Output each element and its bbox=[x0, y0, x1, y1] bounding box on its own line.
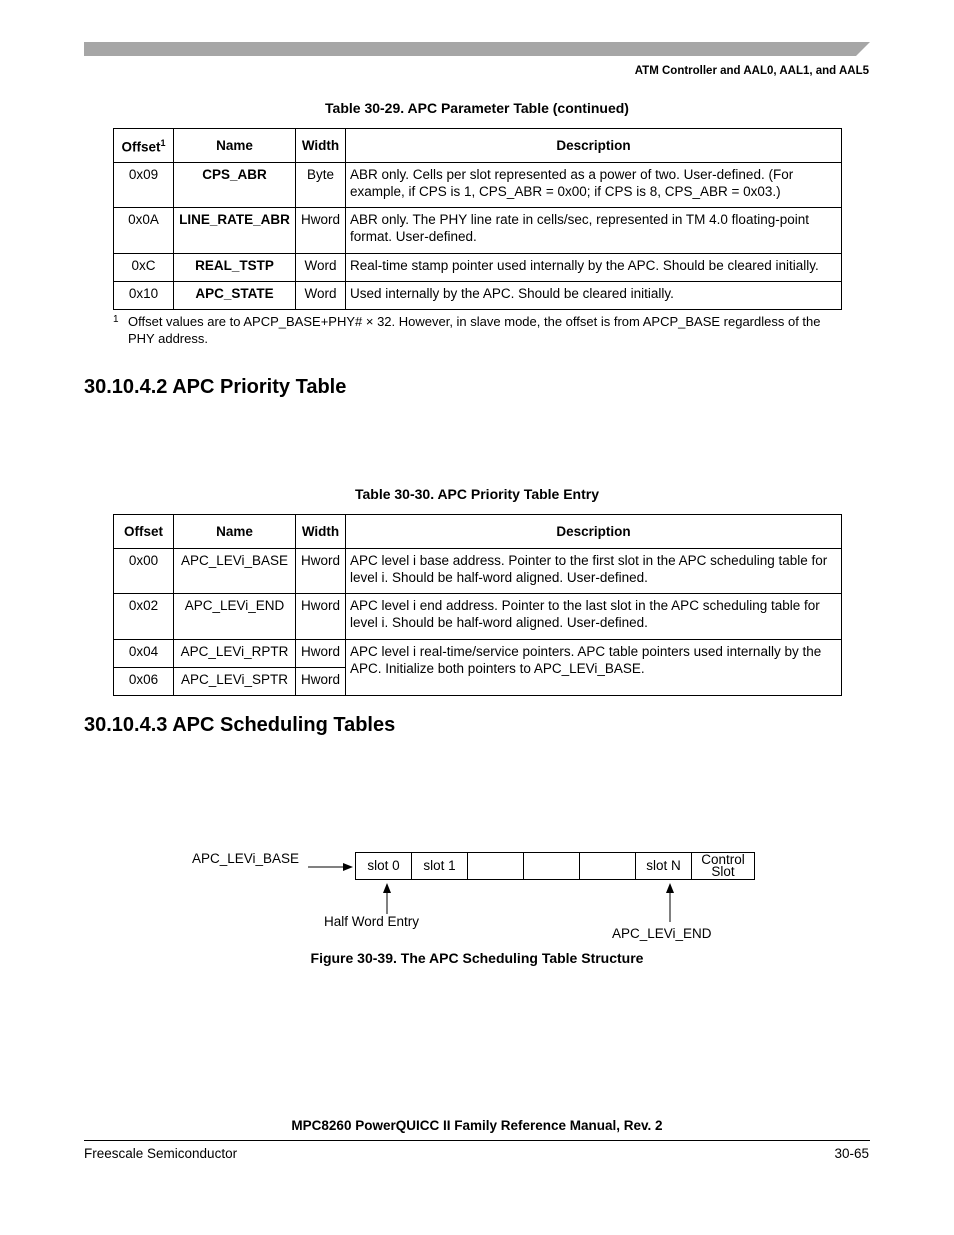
name-cell: APC_STATE bbox=[174, 282, 296, 310]
footnote-text: Offset values are to APCP_BASE+PHY# × 32. However, in slave mode, the offset is from APCP_BASE regardless of the PHY address. bbox=[128, 314, 821, 346]
table-header-row bbox=[114, 129, 842, 163]
section-heading: 30.10.4.2 APC Priority Table bbox=[84, 376, 347, 398]
slot-cell bbox=[523, 852, 580, 880]
control-slot-label: Control bbox=[701, 852, 745, 867]
apc-priority-table bbox=[113, 514, 842, 696]
column-header-offset: Offset$^1$ bbox=[114, 129, 174, 163]
table-row bbox=[114, 282, 842, 310]
offset-cell: 0x06 bbox=[114, 668, 174, 696]
slot-cell bbox=[579, 852, 636, 880]
offset-cell: 0x10 bbox=[114, 282, 174, 310]
table-row bbox=[114, 254, 842, 282]
offset-cell: 0x0A bbox=[114, 208, 174, 254]
column-header-width: Width bbox=[296, 515, 346, 549]
header-bar bbox=[84, 42, 870, 56]
end-label: APC_LEVi_END bbox=[612, 926, 712, 941]
column-header-name: Name bbox=[174, 515, 296, 549]
footer-publisher: Freescale Semiconductor bbox=[84, 1146, 238, 1161]
width-cell: Word bbox=[296, 282, 346, 310]
footnote-mark: 1 bbox=[113, 314, 119, 325]
name-cell: APC_LEVi_SPTR bbox=[174, 668, 296, 696]
column-header-description: Description bbox=[346, 515, 842, 549]
chapter-title: ATM Controller and AAL0, AAL1, and AAL5 bbox=[634, 65, 869, 77]
width-cell: Hword bbox=[296, 594, 346, 640]
half-word-label: Half Word Entry bbox=[324, 914, 420, 929]
table-caption: Table 30-30. APC Priority Table Entry bbox=[354, 486, 600, 502]
table-header-row bbox=[114, 515, 842, 549]
width-cell: Hword bbox=[296, 668, 346, 696]
name-cell: CPS_ABR bbox=[174, 163, 296, 208]
width-cell: Hword bbox=[296, 640, 346, 668]
slot-cell bbox=[467, 852, 524, 880]
table-caption: Table 30-29. APC Parameter Table (continued) bbox=[325, 100, 629, 116]
slot-cell: slot 0 bbox=[355, 852, 412, 880]
name-cell: APC_LEVi_BASE bbox=[174, 549, 296, 594]
column-header-width: Width bbox=[296, 129, 346, 163]
description-cell: ABR only. Cells per slot represented as a power of two. User-defined. (For example, if CPS is 1, CPS_ABR = 0x00; if CPS is 8, CPS_ABR = 0x03.) bbox=[346, 163, 842, 208]
footer-divider bbox=[84, 1140, 870, 1141]
apc-parameter-table bbox=[113, 128, 842, 310]
section-heading: 30.10.4.3 APC Scheduling Tables bbox=[84, 714, 396, 736]
name-cell: LINE_RATE_ABR bbox=[174, 208, 296, 254]
table-row bbox=[114, 208, 842, 254]
table-row bbox=[114, 549, 842, 594]
offset-cell: 0x09 bbox=[114, 163, 174, 208]
slot-cell: slot 1 bbox=[411, 852, 468, 880]
table-row bbox=[114, 594, 842, 640]
page-number: 30-65 bbox=[834, 1146, 869, 1161]
table-row bbox=[114, 640, 842, 668]
table-footnote bbox=[113, 313, 843, 347]
width-cell: Byte bbox=[296, 163, 346, 208]
name-cell: APC_LEVi_RPTR bbox=[174, 640, 296, 668]
width-cell: Hword bbox=[296, 208, 346, 254]
control-slot-label: Slot bbox=[711, 864, 735, 879]
control-slot bbox=[691, 852, 755, 880]
slot-cell: slot N bbox=[635, 852, 692, 880]
table-row bbox=[114, 163, 842, 208]
name-cell: REAL_TSTP bbox=[174, 254, 296, 282]
description-cell: Used internally by the APC. Should be cleared initially. bbox=[346, 282, 842, 310]
column-header-name: Name bbox=[174, 129, 296, 163]
column-header-description: Description bbox=[346, 129, 842, 163]
scheduling-table-figure bbox=[180, 840, 780, 950]
footer-title: MPC8260 PowerQUICC II Family Reference Manual, Rev. 2 bbox=[291, 1118, 663, 1133]
name-cell: APC_LEVi_END bbox=[174, 594, 296, 640]
offset-cell: 0x04 bbox=[114, 640, 174, 668]
description-cell: APC level i end address. Pointer to the last slot in the APC scheduling table for level i. Should be half-word aligned. User-defined. bbox=[346, 594, 842, 640]
description-cell: ABR only. The PHY line rate in cells/sec, represented in TM 4.0 floating-point format. User-defined. bbox=[346, 208, 842, 254]
width-cell: Hword bbox=[296, 549, 346, 594]
description-cell: APC level i base address. Pointer to the first slot in the APC scheduling table for level i. Should be half-word aligned. User-defined. bbox=[346, 549, 842, 594]
base-label: APC_LEVi_BASE bbox=[192, 851, 300, 866]
figure-caption: Figure 30-39. The APC Scheduling Table Structure bbox=[310, 950, 644, 966]
offset-cell: 0xC bbox=[114, 254, 174, 282]
offset-cell: 0x00 bbox=[114, 549, 174, 594]
description-cell: APC level i real-time/service pointers. APC table pointers used internally by the APC. Initialize both pointers to APC_LEVi_BASE. bbox=[346, 640, 842, 696]
description-cell: Real-time stamp pointer used internally by the APC. Should be cleared initially. bbox=[346, 254, 842, 282]
offset-cell: 0x02 bbox=[114, 594, 174, 640]
column-header-offset: Offset bbox=[114, 515, 174, 549]
width-cell: Word bbox=[296, 254, 346, 282]
